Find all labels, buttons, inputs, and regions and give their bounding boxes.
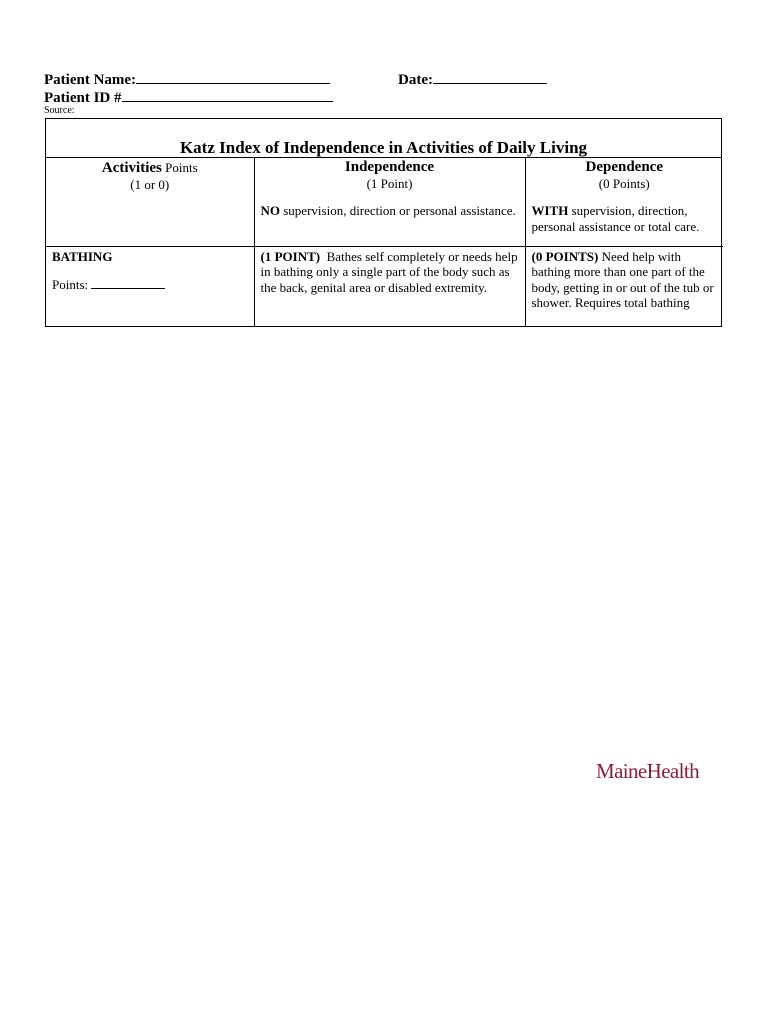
- date-blank[interactable]: [433, 70, 547, 84]
- bathing-independence-cell: [254, 246, 525, 326]
- bathing-points-label: Points:: [52, 277, 92, 292]
- independence-header: [254, 158, 525, 246]
- date-label: Date:: [398, 72, 433, 88]
- bathing-activity-label: BATHING: [52, 248, 113, 264]
- bathing-independence-text: Bathes self completely or needs help in bathing only a single part of the body such as the back, genital area or disabled extremity.: [260, 248, 521, 295]
- bathing-independence-bold: (1 POINT): [260, 248, 321, 264]
- independence-desc-bold: NO: [260, 203, 280, 218]
- mainehealth-logo: MaineHealth: [596, 759, 700, 783]
- bathing-dependence-bold: (0 POINTS): [531, 248, 599, 264]
- bathing-activity-cell: [46, 246, 254, 326]
- table-header-row: [46, 158, 723, 246]
- patient-id-blank[interactable]: [122, 88, 333, 102]
- date-field[interactable]: [398, 70, 547, 89]
- bathing-points-field[interactable]: [52, 276, 248, 293]
- dependence-desc-text: supervision, direction, personal assistance or total care.: [531, 203, 700, 234]
- activities-points-label: Points: [165, 160, 198, 175]
- dependence-desc-bold: WITH: [531, 203, 569, 218]
- patient-name-field[interactable]: [44, 70, 330, 89]
- activities-range: (1 or 0): [130, 176, 170, 192]
- bathing-dependence-cell: [525, 246, 723, 326]
- independence-title: Independence: [344, 159, 435, 175]
- bathing-points-blank[interactable]: [91, 276, 165, 289]
- activities-header: [46, 158, 254, 246]
- activities-title: Activities: [101, 160, 162, 176]
- independence-desc-text: supervision, direction or personal assistance.: [280, 203, 516, 218]
- dependence-points: (0 Points): [598, 175, 650, 191]
- independence-points: (1 Point): [366, 175, 413, 191]
- dependence-title: Dependence: [585, 159, 663, 175]
- form-title: Katz Index of Independence in Activities of Daily Living: [46, 119, 721, 158]
- dependence-description: [532, 203, 718, 234]
- katz-form-table: [45, 118, 722, 327]
- table-row: [46, 246, 723, 326]
- dependence-header: [525, 158, 723, 246]
- patient-name-label: Patient Name:: [44, 72, 137, 88]
- activities-table: [46, 158, 723, 326]
- independence-description: [261, 203, 519, 219]
- patient-id-field[interactable]: [44, 88, 333, 107]
- patient-name-blank[interactable]: [136, 70, 330, 84]
- source-label: Source:: [44, 105, 75, 116]
- patient-id-label: Patient ID #: [44, 90, 122, 106]
- bathing-dependence-text: Need help with bathing more than one part of the body, getting in or out of the tub or shower. Requires total bathing: [531, 248, 714, 310]
